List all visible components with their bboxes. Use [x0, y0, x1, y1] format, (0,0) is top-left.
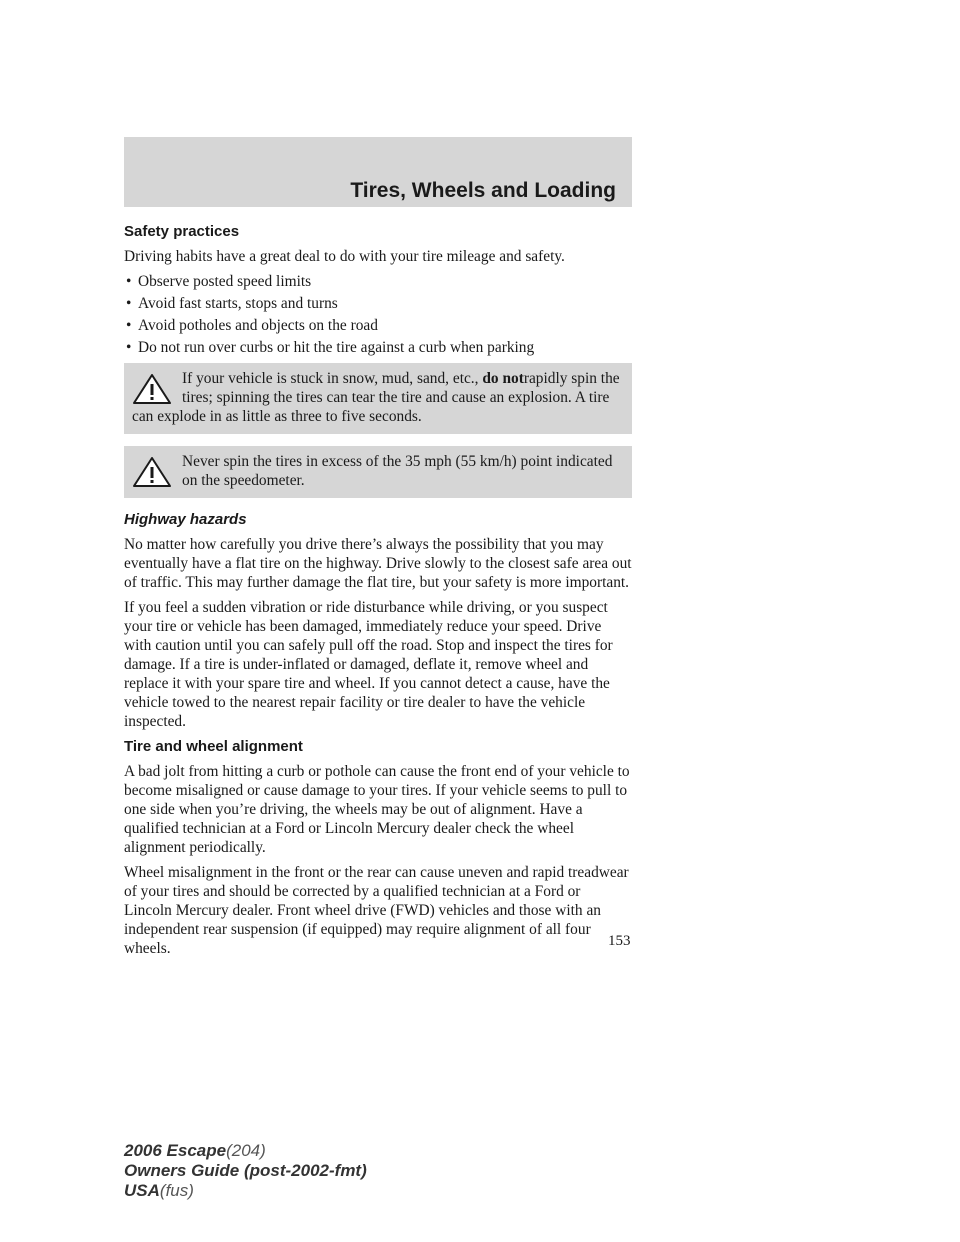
page-number: 153 [608, 933, 631, 949]
safety-intro: Driving habits have a great deal to do with your tire mileage and safety. [124, 248, 565, 265]
list-item: • Observe posted speed limits [126, 273, 312, 290]
page-content [124, 218, 632, 964]
warning-text: Never spin the tires in excess of the 35 mph (55 km/h) point indicated on the speedometer. [182, 453, 613, 489]
alignment-paragraph-1: A bad jolt from hitting a curb or pothole can cause the front end of your vehicle to become misaligned or cause damage to your tires. If your vehicle seems to pull to one side when you’re driving, the wheels may be out of alignment. Have a qualified technician at a Ford or Lincoln Mercury dealer check the wheel alignment periodically. [124, 763, 630, 856]
section-title: Tires, Wheels and Loading [350, 179, 616, 202]
heading-highway-hazards: Highway hazards [124, 511, 247, 528]
heading-tire-wheel-alignment: Tire and wheel alignment [124, 738, 303, 755]
warning-triangle-icon [132, 456, 172, 488]
highway-paragraph-2: If you feel a sudden vibration or ride disturbance while driving, or you suspect your tire or vehicle has been damaged, immediately reduce your speed. Drive with caution until you can safely pull off the road. Stop and inspect the tires for damage. If a tire is under-inflated or damaged, deflate it, remove wheel and replace it with your spare tire and wheel. If you cannot detect a cause, have the vehicle towed to the nearest repair facility or tire dealer to have the vehicle inspected. [124, 599, 613, 730]
list-item: • Avoid potholes and objects on the road [126, 317, 378, 334]
section-header-band [124, 137, 632, 207]
emphasis-do-not: do not [482, 370, 524, 387]
list-item: • Avoid fast starts, stops and turns [126, 295, 338, 312]
warning-triangle-icon [132, 373, 172, 405]
heading-safety-practices: Safety practices [124, 223, 240, 240]
list-item: • Do not run over curbs or hit the tire against a curb when parking [126, 339, 535, 356]
alignment-paragraph-2: Wheel misalignment in the front or the rear can cause uneven and rapid treadwear of your tires and should be corrected by a qualified technician at a Ford or Lincoln Mercury dealer. Front wheel drive (FWD) vehicles and those with an independent rear suspension (if equipped) may require alignment of all four wheels. [124, 864, 629, 957]
highway-paragraph-1: No matter how carefully you drive there’s always the possibility that you may eventually have a flat tire on the highway. Drive slowly to the closest safe area out of traffic. This may further damage the flat tire, but your safety is more important. [124, 536, 632, 591]
warning-box-stuck-vehicle [124, 363, 632, 434]
warning-box-spin-speed [124, 446, 632, 498]
safety-bullet-list [124, 272, 632, 357]
warning-text: If your vehicle is stuck in snow, mud, sand, etc., do notrapidly spin the tires; spinning the tires can tear the tire and cause an explosion. A tire can explode in as little as three to five seconds. [132, 370, 620, 425]
document-footer: 2006 Escape(204) Owners Guide (post-2002-fmt) USA(fus) [124, 1141, 367, 1200]
